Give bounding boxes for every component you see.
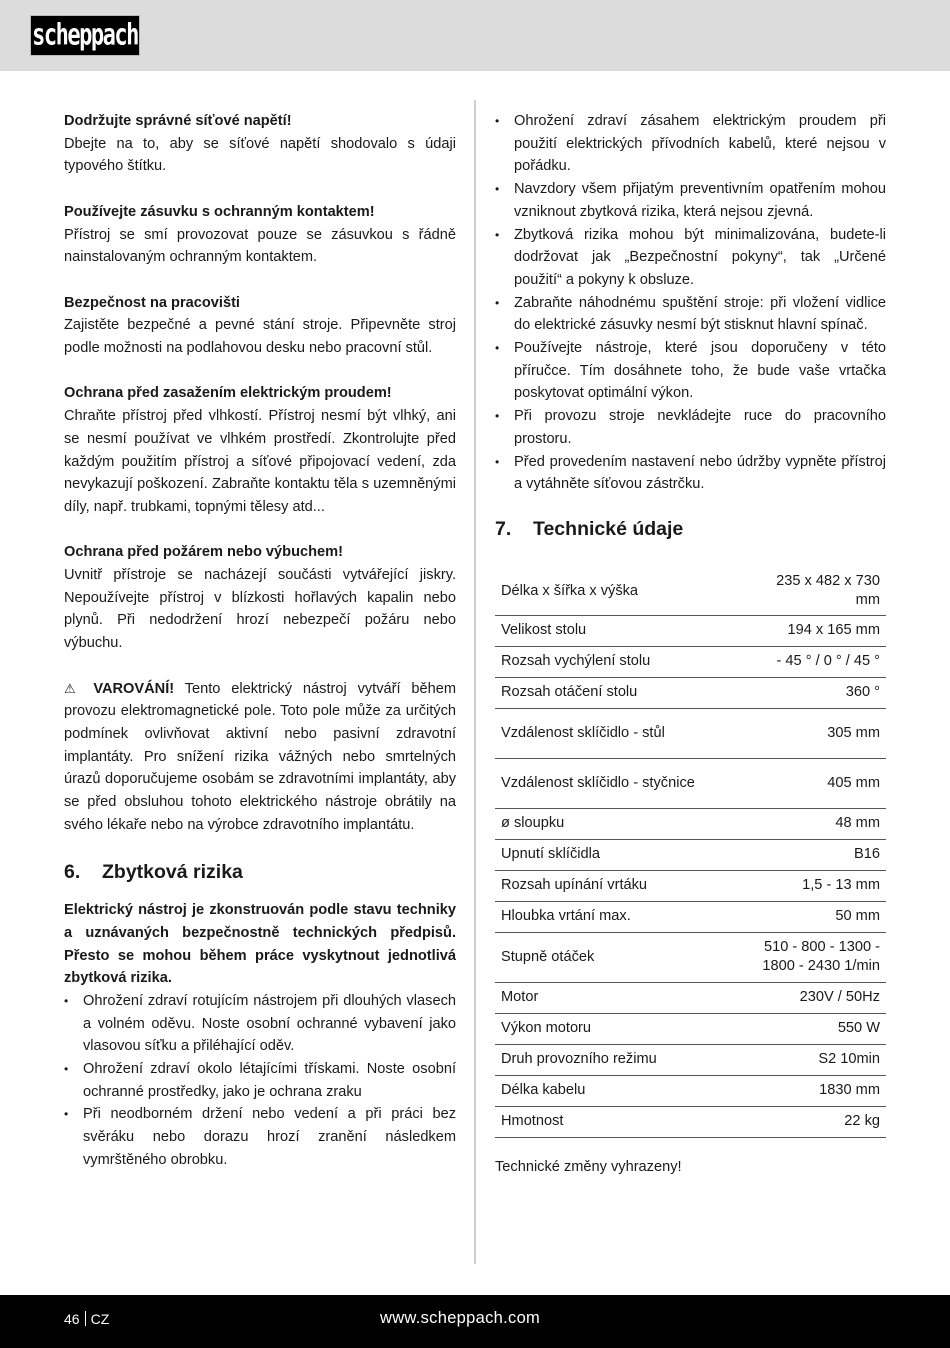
table-row	[495, 870, 886, 901]
spec-label: Hmotnost	[495, 1106, 756, 1137]
block-socket	[64, 201, 456, 269]
technical-data-table	[495, 568, 886, 1138]
section-title: Technické údaje	[533, 517, 684, 540]
table-row	[495, 982, 886, 1013]
spec-label: Upnutí sklíčidla	[495, 839, 756, 870]
spec-value: 1,5 - 13 mm	[756, 870, 886, 901]
spec-value: 305 mm	[756, 708, 886, 758]
spec-label: Motor	[495, 982, 756, 1013]
spec-label: Délka kabelu	[495, 1075, 756, 1106]
page-indicator	[64, 1311, 109, 1327]
table-row	[495, 615, 886, 646]
block-text: Zajistěte bezpečné a pevné stání stroje. Připevněte stroj podle možnosti na podlahovou desku nebo pracovní stůl.	[64, 317, 456, 356]
list-item: • Ohrožení zdraví zásahem elektrickým proudem při použití elektrických přívodních kabelů, které nejsou v pořádku.	[495, 110, 886, 178]
table-row	[495, 1013, 886, 1044]
spec-value: S2 10min	[756, 1044, 886, 1075]
logo-text: scheppach	[32, 18, 138, 53]
table-row	[495, 568, 886, 616]
spec-label: Rozsah vychýlení stolu	[495, 646, 756, 677]
list-item: • Navzdory všem přijatým preventivním opatřením mohou vzniknout zbytková rizika, která nejsou zjevná.	[495, 178, 886, 223]
list-item: • Před provedením nastavení nebo údržby vypněte přístroj a vytáhněte síťovou zástrčku.	[495, 451, 886, 496]
list-item: • Zbytková rizika mohou být minimalizována, budete-li dodržovat jak „Bezpečnostní pokyny“, tak „Určené použití“ a pokyny k obsluze.	[495, 224, 886, 292]
spec-value: - 45 ° / 0 ° / 45 °	[756, 646, 886, 677]
block-title: Ochrana před požárem nebo výbuchem!	[64, 544, 343, 561]
page-number: 46	[64, 1311, 80, 1327]
block-voltage	[64, 110, 456, 178]
table-row	[495, 901, 886, 932]
table-row	[495, 758, 886, 808]
spec-label: Rozsah otáčení stolu	[495, 677, 756, 708]
technical-changes-note: Technické změny vyhrazeny!	[495, 1158, 682, 1175]
table-row	[495, 1106, 886, 1137]
section-6-heading	[64, 859, 456, 885]
warning-text: Tento elektrický nástroj vytváří během provozu elektromagnetické pole. Toto pole může za určitých podmínek ovlivňovat aktivní nebo pasivní zdravotní implantáty. Pro snížení rizika vážných nebo smrtelných úrazů doporučujeme osobám se zdravotními implantáty, aby se před obsluhou tohoto elektrického nástroje obrátily na svého lékaře nebo na výrobce zdravotního implantátu.	[64, 680, 457, 833]
block-text: Chraňte přístroj před vlhkostí. Přístroj nesmí být vlhký, ani se nesmí používat ve vlhkém prostředí. Zkontrolujte před každým použitím přístroj a síťové připojovací vedení, zda nevykazují poškození. Zabraňte kontaktu těla s uzemněnými díly, např. trubkami, topnými tělesy atd...	[64, 408, 456, 515]
table-row	[495, 932, 886, 982]
spec-value: 510 - 800 - 1300 - 1800 - 2430 1/min	[756, 932, 886, 982]
separator	[85, 1311, 86, 1326]
block-workplace	[64, 292, 456, 360]
block-electric-shock	[64, 382, 456, 518]
spec-label: Druh provozního režimu	[495, 1044, 756, 1075]
list-item: • Při neodborném držení nebo vedení a při práci bez svěráku nebo dorazu hrozí zranění následkem vymrštěného obrobku.	[64, 1103, 456, 1171]
page-header	[0, 0, 950, 71]
spec-label: Stupně otáček	[495, 932, 756, 982]
spec-label: Velikost stolu	[495, 615, 756, 646]
table-row	[495, 708, 886, 758]
table-row	[495, 808, 886, 839]
spec-value: 22 kg	[756, 1106, 886, 1137]
spec-value: 360 °	[756, 677, 886, 708]
table-row	[495, 1075, 886, 1106]
section-number: 7.	[495, 517, 512, 540]
table-row	[495, 677, 886, 708]
block-fire	[64, 541, 456, 655]
spec-value: 48 mm	[756, 808, 886, 839]
list-item: • Při provozu stroje nevkládejte ruce do pracovního prostoru.	[495, 405, 886, 450]
section-number: 6.	[64, 861, 81, 884]
warning-label: VAROVÁNÍ!	[93, 680, 175, 697]
spec-label: Délka x šířka x výška	[495, 568, 756, 616]
website-link[interactable]: www.scheppach.com	[380, 1309, 541, 1327]
table-row	[495, 646, 886, 677]
section-6-bullet-list	[64, 990, 456, 1172]
language-code: CZ	[90, 1311, 110, 1327]
block-title: Dodržujte správné síťové napětí!	[64, 113, 292, 129]
spec-label: Rozsah upínání vrtáku	[495, 870, 756, 901]
spec-value: B16	[756, 839, 886, 870]
spec-label: Vzdálenost sklíčidlo - styčnice	[495, 758, 756, 808]
section-7-heading	[495, 516, 886, 542]
block-text: Dbejte na to, aby se síťové napětí shodovalo s údaji typového štítku.	[64, 135, 456, 175]
right-column	[495, 110, 886, 1179]
spec-value: 235 x 482 x 730 mm	[756, 568, 886, 616]
list-item: • Ohrožení zdraví okolo létajícími třískami. Noste osobní ochranné prostředky, jako je ochrana zraku	[64, 1058, 456, 1103]
block-title: Bezpečnost na pracovišti	[64, 294, 240, 311]
section-6-intro: Elektrický nástroj je zkonstruován podle stavu techniky a uznávaných bezpečnostně technických předpisů. Přesto se mohou během práce vyskytnout jednotlivá zbytková rizika.	[64, 902, 456, 987]
left-column	[64, 110, 456, 1172]
table-row	[495, 839, 886, 870]
block-title: Používejte zásuvku s ochranným kontaktem!	[64, 203, 375, 220]
column-divider	[474, 100, 476, 1264]
spec-value: 230V / 50Hz	[756, 982, 886, 1013]
block-text: Přístroj se smí provozovat pouze se zásuvkou s řádně nainstalovaným ochranným kontaktem.	[64, 226, 456, 266]
spec-label: Vzdálenost sklíčidlo - stůl	[495, 708, 756, 758]
page-footer	[0, 1295, 950, 1348]
list-item: • Používejte nástroje, které jsou doporučeny v této příručce. Tím dosáhnete toho, že bude vaše vrtačka poskytovat optimální výkon.	[495, 337, 886, 405]
list-item: • Ohrožení zdraví rotujícím nástrojem při dlouhých vlasech a volném oděvu. Noste osobní ochranné vybavení jako vlasovou síťku a přiléhající oděv.	[64, 990, 456, 1058]
table-row	[495, 1044, 886, 1075]
scheppach-logo	[30, 15, 140, 56]
spec-label: ø sloupku	[495, 808, 756, 839]
spec-value: 550 W	[756, 1013, 886, 1044]
block-title: Ochrana před zasažením elektrickým proudem!	[64, 385, 392, 402]
spec-value: 1830 mm	[756, 1075, 886, 1106]
block-text: Uvnitř přístroje se nacházejí součásti vytvářející jiskry. Nepoužívejte přístroj v blízkosti hořlavých kapalin nebo plynů. Při nedodržení hrozí nebezpečí požáru nebo výbuchu.	[64, 567, 456, 652]
residual-risks-bullet-list	[495, 110, 886, 496]
warning-block	[64, 678, 456, 837]
section-title: Zbytková rizika	[102, 861, 243, 884]
spec-label: Výkon motoru	[495, 1013, 756, 1044]
spec-value: 50 mm	[756, 901, 886, 932]
spec-label: Hloubka vrtání max.	[495, 901, 756, 932]
warning-triangle-icon: ⚠	[64, 680, 83, 696]
spec-value: 405 mm	[756, 758, 886, 808]
list-item: • Zabraňte náhodnému spuštění stroje: při vložení vidlice do elektrické zásuvky nesmí být stisknut hlavní spínač.	[495, 292, 886, 337]
spec-value: 194 x 165 mm	[756, 615, 886, 646]
